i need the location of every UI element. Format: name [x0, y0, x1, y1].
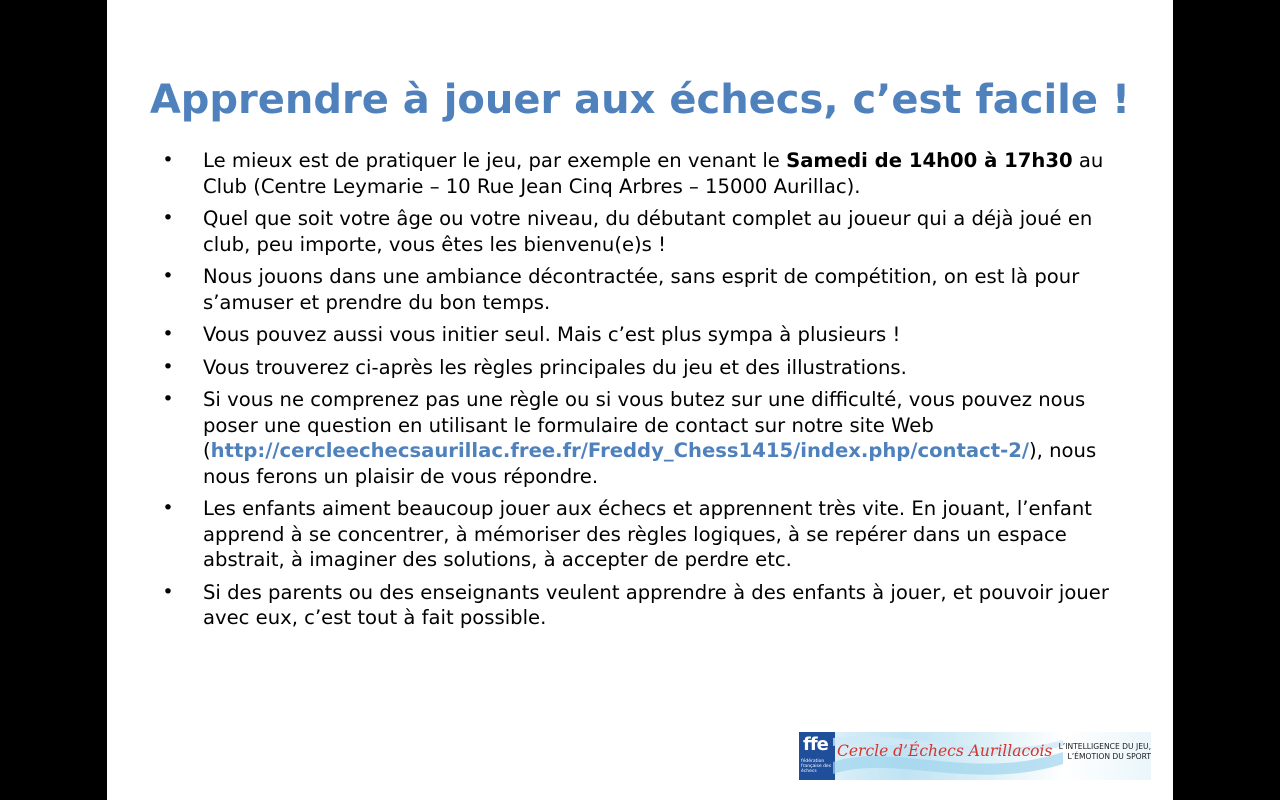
bullet-item-3 [157, 264, 1117, 315]
bullet-item-8 [157, 580, 1117, 631]
bullet-text: Vous trouverez ci-après les règles principales du jeu et des illustrations. [203, 355, 907, 379]
bullet-bold-schedule: Samedi de 14h00 à 17h30 [786, 149, 1073, 172]
bullet-text: Vous pouvez aussi vous initier seul. Mais c’est plus sympa à plusieurs ! [203, 323, 901, 346]
bullet-item-1 [157, 148, 1117, 199]
bullet-item-4 [157, 322, 1117, 348]
bullet-glyph: • [162, 388, 174, 410]
bullet-text: Si vous ne comprenez pas une règle ou si vous butez sur une difficulté, vous pouvez nous poser une question en utilisant le formulaire de contact sur notre site Web ( [203, 388, 1086, 462]
bullet-glyph: • [162, 149, 174, 171]
bullet-text: Nous jouons dans une ambiance décontractée, sans esprit de compétition, on est là pour s’amuser et prendre du bon temps. [203, 265, 1080, 314]
bullet-item-2 [157, 206, 1117, 257]
club-logo-banner [799, 732, 1151, 780]
bullet-list [157, 148, 1117, 638]
club-name: Cercle d’Échecs Aurillacois [837, 742, 1053, 760]
slide [107, 0, 1173, 800]
slide-title: Apprendre à jouer aux échecs, c’est facile ! [149, 77, 1131, 123]
bullet-item-5 [157, 355, 1117, 381]
bullet-glyph: • [162, 355, 174, 378]
ffe-logo-subtitle: fédération française des échecs [801, 759, 832, 774]
bullet-glyph: • [162, 265, 174, 287]
slogan-line-1: L’INTELLIGENCE DU JEU, [1058, 742, 1151, 751]
bullet-glyph: • [162, 497, 174, 519]
bullet-text: au Club (Centre Leymarie – 10 Rue Jean Cinq Arbres – 15000 Aurillac). [203, 149, 1104, 198]
bullet-text: Le mieux est de pratiquer le jeu, par exemple en venant le [203, 149, 787, 172]
bullet-item-6 [157, 387, 1117, 489]
bullet-text: Les enfants aiment beaucoup jouer aux échecs et apprennent très vite. En jouant, l’enfant apprend à se concentrer, à mémoriser des règles logiques, à se repérer dans un espace abstrait, à imaginer des solutions, à accepter de perdre etc. [203, 497, 1092, 571]
contact-link[interactable]: http://cercleechecsaurillac.free.fr/Freddy_Chess1415/index.php/contact-2/ [210, 439, 1030, 462]
bullet-glyph: • [162, 323, 174, 345]
ffe-logo-text: ffe [803, 734, 828, 755]
bullet-text: Si des parents ou des enseignants veulent apprendre à des enfants à jouer, et pouvoir jouer avec eux, c’est tout à fait possible. [203, 580, 1109, 629]
bullet-item-7 [157, 496, 1117, 573]
bullet-glyph: • [162, 580, 174, 603]
slogan [1041, 742, 1151, 762]
bullet-text: ), nous nous ferons un plaisir de vous répondre. [203, 439, 1097, 488]
slogan-line-2: L’ÉMOTION DU SPORT [1067, 752, 1151, 761]
ffe-logo [799, 732, 835, 780]
bullet-text: Quel que soit votre âge ou votre niveau, du débutant complet au joueur qui a déjà joué en club, peu importe, vous êtes les bienvenu(e)s ! [203, 207, 1093, 256]
bullet-glyph: • [162, 207, 174, 229]
